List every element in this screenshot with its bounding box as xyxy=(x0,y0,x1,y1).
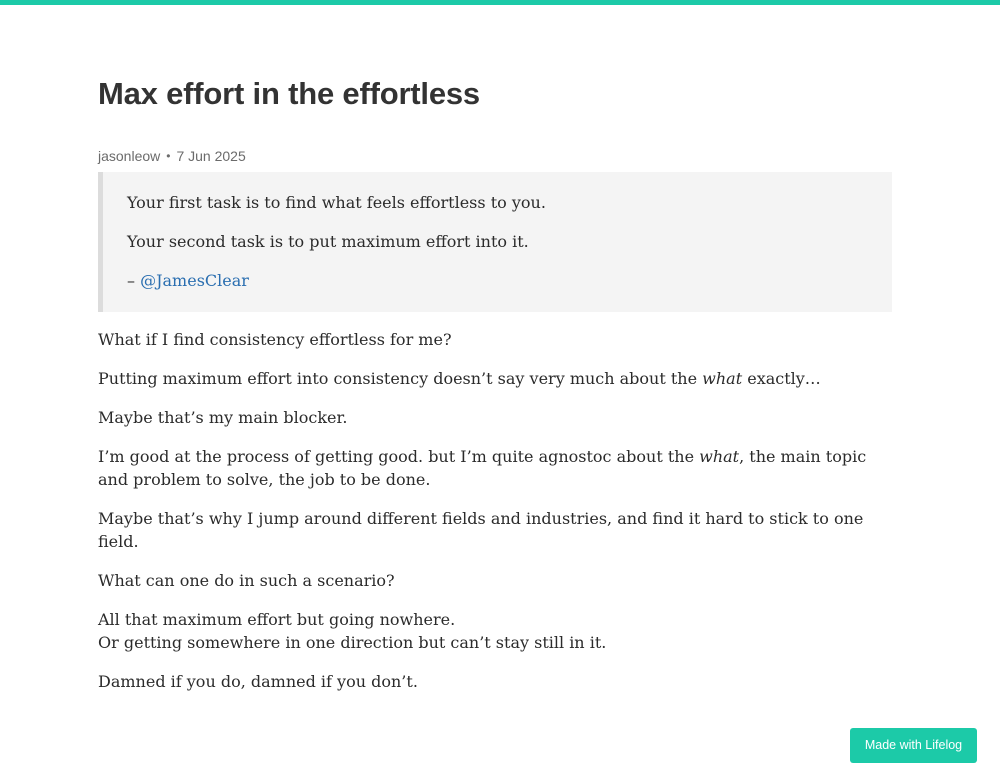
paragraph-1: What if I find consistency effortless for me? xyxy=(98,330,452,349)
author-link[interactable]: jasonleow xyxy=(98,148,161,164)
post-meta xyxy=(98,148,246,164)
paragraph-4-text-a: I’m good at the process of getting good. but I’m quite agnostoc about the xyxy=(98,447,700,466)
paragraph-2-text-a: Putting maximum effort into consistency doesn’t say very much about the xyxy=(98,369,703,388)
paragraph-2-text-b: exactly… xyxy=(742,369,821,388)
blockquote xyxy=(98,172,892,312)
paragraph-2 xyxy=(98,367,892,390)
quote-line-1: Your first task is to find what feels effortless to you. xyxy=(127,193,546,212)
paragraph-2-emphasis: what xyxy=(702,369,743,388)
quote-line-2: Your second task is to put maximum effort into it. xyxy=(127,232,529,251)
quote-attribution xyxy=(127,270,868,291)
attribution-dash: – xyxy=(127,271,141,290)
made-with-lifelog-button[interactable]: Made with Lifelog xyxy=(850,728,977,763)
top-accent-bar xyxy=(0,0,1000,5)
paragraph-7-line-1: All that maximum effort but going nowhere. xyxy=(98,610,456,629)
meta-separator: • xyxy=(166,149,171,163)
paragraph-8: Damned if you do, damned if you don’t. xyxy=(98,672,418,691)
paragraph-4 xyxy=(98,445,892,491)
post-date: 7 Jun 2025 xyxy=(176,148,246,164)
post-title: Max effort in the effortless xyxy=(98,76,480,111)
paragraph-3: Maybe that’s my main blocker. xyxy=(98,408,348,427)
paragraph-5: Maybe that’s why I jump around different fields and industries, and find it hard to stick to one field. xyxy=(98,509,864,551)
paragraph-7-line-2: Or getting somewhere in one direction but can’t stay still in it. xyxy=(98,633,607,652)
post-body xyxy=(98,328,892,709)
paragraph-6: What can one do in such a scenario? xyxy=(98,571,395,590)
jamesclear-link[interactable]: @JamesClear xyxy=(140,271,249,290)
paragraph-4-text-b: , the main topic and problem to solve, the job to be done. xyxy=(98,447,867,489)
paragraph-4-emphasis: what xyxy=(699,447,740,466)
paragraph-7 xyxy=(98,608,892,654)
